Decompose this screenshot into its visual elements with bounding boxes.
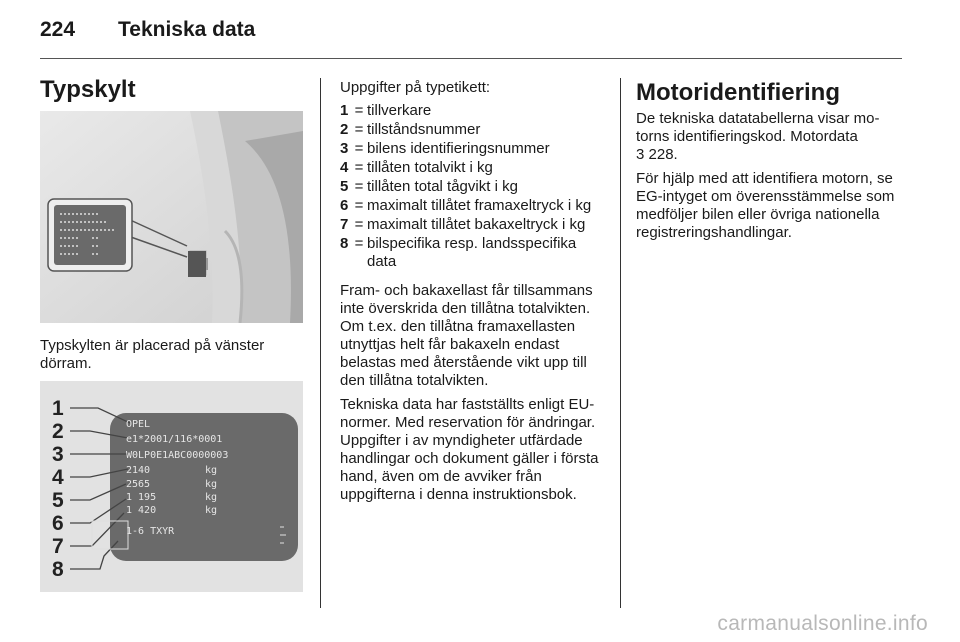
page-reference-link[interactable]: 3 228. <box>636 146 678 163</box>
list-item <box>340 197 605 215</box>
column-divider <box>620 78 621 608</box>
item-text: tillåten total tågvikt i kg <box>367 178 518 195</box>
engine-help-paragraph: För hjälp med att identifiera motorn, se EG-intyget om överensstämmelse som medföljer bilen eller övriga nationella registreringshandlingar. <box>636 170 895 241</box>
item-number: 4 <box>340 159 349 176</box>
item-number: 8 <box>340 235 349 252</box>
engine-code-text: De tekniska datatabellerna visar motorns identifieringskod. Motordata <box>636 110 880 145</box>
middle-column <box>340 79 605 504</box>
photo-caption: Typskylten är placerad på vänster dörram. <box>40 337 265 372</box>
list-item <box>340 178 605 196</box>
item-equals: = <box>354 140 364 157</box>
item-number: 5 <box>340 178 349 195</box>
item-text: tillverkare <box>367 102 432 119</box>
item-number: 2 <box>340 121 349 138</box>
plate-line: 2565 <box>126 479 151 490</box>
list-item <box>340 216 605 234</box>
plate-line: 1-6 TXYR <box>126 526 175 537</box>
item-text: bilens identifieringsnummer <box>367 140 550 157</box>
item-text: bilspecifika resp. landsspecifika data <box>367 235 577 270</box>
callout-number: 1 <box>52 397 64 420</box>
column-divider <box>320 78 321 608</box>
item-equals: = <box>354 216 364 233</box>
item-text: tillåten totalvikt i kg <box>367 159 493 176</box>
list-item <box>340 140 605 158</box>
item-text: maximalt tillåtet framaxeltryck i kg <box>367 197 592 214</box>
plate-line: W0LP0E1ABC0000003 <box>126 450 229 461</box>
plate-unit: kg <box>205 505 218 516</box>
list-item <box>340 121 605 139</box>
watermark-text: carmanualsonline.info <box>717 612 928 635</box>
item-equals: = <box>354 102 364 119</box>
list-item <box>340 235 605 271</box>
callout-number: 3 <box>52 443 64 466</box>
item-number: 3 <box>340 140 349 157</box>
type-plate-figure <box>40 381 303 592</box>
type-plate-illustration <box>40 381 303 592</box>
section-title-typskylt: Typskylt <box>40 76 136 103</box>
page-number: 224 <box>40 18 76 41</box>
callout-number: 2 <box>52 420 64 443</box>
callout-number: 4 <box>52 466 64 489</box>
page-header-title: Tekniska data <box>118 18 256 41</box>
item-number: 1 <box>340 102 349 119</box>
item-equals: = <box>354 159 364 176</box>
item-text: tillståndsnummer <box>367 121 481 138</box>
axle-load-paragraph: Fram- och bakaxellast får tillsammans inte överskrida den tillåtna totalvikten. Om t.ex. den tillåtna framaxellasten utnyttjas helt får bakaxeln endast belastas med återstående vikt upp till den tillåtna totalvikten. <box>340 282 593 389</box>
section-title-motoridentifiering: Motoridentifiering <box>636 79 840 106</box>
eu-norms-paragraph: Tekniska data har fastställts enligt EU-normer. Med reservation för ändringar. Uppgifter i av myndigheter utfärdade handlingar och dokument gäller i första hand, även om de avviker från uppgifterna i denna instruktionsbok. <box>340 396 599 503</box>
plate-legend-list <box>340 102 605 271</box>
plate-unit: kg <box>205 465 218 476</box>
item-number: 6 <box>340 197 349 214</box>
plate-line: 1 195 <box>126 492 157 503</box>
callout-number: 6 <box>52 512 64 535</box>
item-equals: = <box>354 121 364 138</box>
plate-unit: kg <box>205 492 218 503</box>
callout-number: 7 <box>52 535 64 558</box>
engine-code-paragraph <box>636 110 901 164</box>
door-frame-photo <box>40 111 303 323</box>
list-item <box>340 159 605 177</box>
item-equals: = <box>354 178 364 195</box>
item-number: 7 <box>340 216 349 233</box>
callout-number: 5 <box>52 489 64 512</box>
plate-line: e1*2001/116*0001 <box>126 434 223 445</box>
plate-line: OPEL <box>126 419 151 430</box>
plate-unit: kg <box>205 479 218 490</box>
plate-line: 1 420 <box>126 505 157 516</box>
list-item <box>340 102 605 120</box>
item-equals: = <box>354 235 364 252</box>
right-column <box>636 79 901 242</box>
list-intro: Uppgifter på typetikett: <box>340 79 491 96</box>
header-rule <box>40 58 902 59</box>
item-equals: = <box>354 197 364 214</box>
item-text: maximalt tillåtet bakaxeltryck i kg <box>367 216 586 233</box>
plate-line: 2140 <box>126 465 151 476</box>
callout-number: 8 <box>52 558 64 581</box>
